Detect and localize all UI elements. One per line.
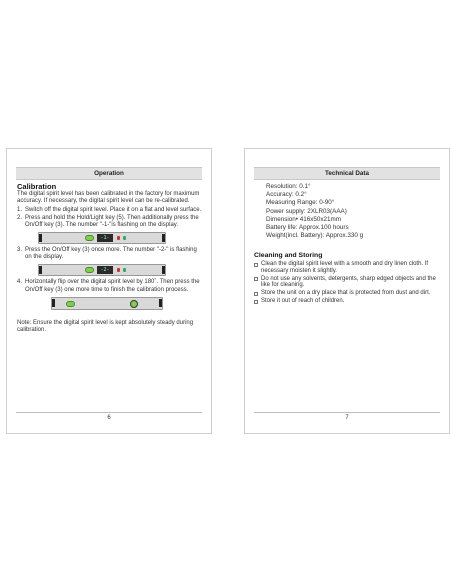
- step-text: Horizontally flip over the digital spirit level by 180˚. Then press the On/Off key (3) one more time to finish the calibration process.: [25, 279, 200, 293]
- level-button: [117, 236, 120, 240]
- level-display: -2-: [97, 266, 113, 274]
- spec-list: [266, 183, 440, 240]
- list-item-text: Store it out of reach of children.: [261, 297, 345, 304]
- checkbox-bullet-icon: [254, 300, 258, 304]
- circular-vial-icon: [130, 300, 138, 308]
- step-number: 4.: [17, 279, 23, 286]
- page-header: Operation: [16, 167, 202, 180]
- step-number: 3.: [17, 247, 23, 254]
- list-item: [254, 261, 440, 275]
- list-item: [254, 290, 440, 297]
- list-item: [254, 276, 440, 290]
- spec-item: Weight(incl. Battery): Approx.330 g: [266, 232, 364, 240]
- spec-item: Resolution: 0.1°: [266, 183, 311, 190]
- cleaning-content: [254, 251, 440, 305]
- spec-item: Power supply: 2XLR03(AAA): [266, 207, 347, 215]
- calibration-content: [17, 182, 202, 334]
- bubble-vial-icon: [85, 267, 94, 273]
- list-item-text: Store the unit on a dry place that is protected from dust and dirt.: [261, 290, 431, 297]
- intro-paragraph: The digital spirit level has been calibrated in the factory for maximum accuracy. If necessary, the digital spirit level can be re-calibrated.: [17, 191, 200, 205]
- footer-divider: [254, 412, 440, 413]
- spec-item: Battery life: Approx.100 hours: [266, 224, 349, 232]
- step-number: 2.: [17, 214, 23, 221]
- end-cap: [159, 299, 162, 307]
- spec-item: Dimension• 416x50x21mm: [266, 215, 342, 223]
- end-cap: [52, 299, 55, 307]
- spec-item: Measuring Range: 0-90°: [266, 199, 335, 207]
- page-number: 7: [345, 415, 349, 421]
- level-button: [117, 268, 120, 272]
- end-cap: [162, 266, 165, 274]
- checkbox-bullet-icon: [254, 292, 258, 296]
- list-item: [254, 298, 440, 305]
- step-item: [17, 247, 202, 261]
- level-display: -1-: [97, 234, 113, 242]
- level-button: [123, 268, 126, 272]
- list-item-text: Clean the digital spirit level with a smooth and dry linen cloth. If necessary moisten it slightly.: [261, 261, 429, 274]
- spec-item: Accuracy: 0.2°: [266, 191, 307, 199]
- spirit-level-image: [38, 264, 166, 276]
- end-cap: [39, 234, 42, 242]
- page-number: 6: [107, 415, 111, 421]
- level-button: [123, 236, 126, 240]
- section-title: Calibration: [17, 182, 57, 191]
- footer-divider: [16, 412, 202, 413]
- spirit-level-image: [51, 297, 163, 310]
- checkbox-bullet-icon: [254, 277, 258, 281]
- step-text: Switch off the digital spirit level. Place it on a flat and level surface.: [25, 207, 202, 214]
- left-page: [6, 148, 212, 434]
- step-item: [17, 279, 202, 293]
- step-item: [17, 207, 202, 214]
- note-paragraph: Note: Ensure the digital spirit level is kept absolutely steady during calibration.: [17, 319, 194, 334]
- bubble-vial-icon: [66, 301, 75, 307]
- page-header: Technical Data: [254, 167, 440, 180]
- right-page: [244, 148, 450, 434]
- step-number: 1.: [17, 207, 23, 214]
- step-item: [17, 215, 202, 229]
- checkbox-bullet-icon: [254, 263, 258, 267]
- end-cap: [39, 266, 42, 274]
- step-text: Press the On/Off key (3) once more. The number "-2-" is flashing on the display.: [25, 247, 197, 261]
- step-text: Press and hold the Hold/Light key (5). Then additionally press the On/Off key (3). The number "-1-"is flashing on the display.: [25, 214, 199, 228]
- section-title: Cleaning and Storing: [254, 252, 323, 259]
- bubble-vial-icon: [85, 235, 94, 241]
- list-item-text: Do not use any solvents, detergents, sharp edged objects and the like for cleaning.: [261, 275, 436, 289]
- spirit-level-image: [38, 232, 166, 244]
- end-cap: [162, 234, 165, 242]
